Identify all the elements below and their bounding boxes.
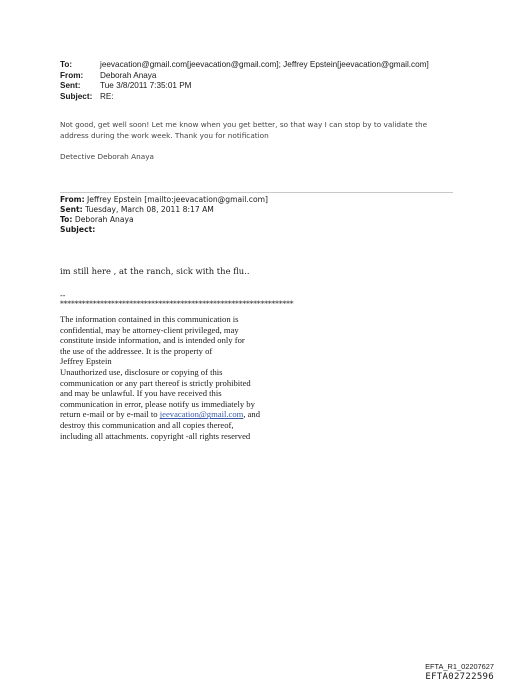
- to-value: jeevacation@gmail.com[jeevacation@gmail.com]; Jeffrey Epstein[jeevacation@gmail.com]: [100, 60, 429, 69]
- disclaimer-line: communication in error, please notify us immediately by: [60, 398, 255, 409]
- quoted-message: im still here , at the ranch, sick with the flu..: [60, 266, 250, 276]
- link-prefix: return e-mail or by e-mail to: [60, 409, 160, 420]
- email-link[interactable]: jeevacation@gmail.com: [159, 409, 244, 420]
- disclaimer-line: destroy this communication and all copies thereof,: [60, 419, 234, 430]
- quoted-subject-row: [60, 225, 268, 235]
- divider: [60, 192, 453, 193]
- sent-value: Tue 3/8/2011 7:35:01 PM: [100, 81, 192, 91]
- sent-label: Sent:: [60, 81, 81, 91]
- quoted-subject-label: Subject:: [60, 225, 96, 234]
- disclaimer-line: communication or any part thereof is strictly prohibited: [60, 377, 251, 388]
- from-row: [60, 71, 429, 82]
- signature: Detective Deborah Anaya: [60, 152, 154, 161]
- asterisk-rule: ****************************************************************: [60, 299, 294, 308]
- body-line: Not good, get well soon! Let me know when you get better, so that way I can stop by to validate the: [60, 120, 428, 129]
- signature-separator: --: [60, 291, 66, 300]
- subject-row: [60, 92, 429, 103]
- disclaimer-line: Jeffrey Epstein: [60, 356, 112, 367]
- to-label: To:: [60, 60, 73, 69]
- quoted-to-label: To:: [60, 215, 73, 224]
- disclaimer-line: The information contained in this communication is: [60, 314, 239, 324]
- subject-label: Subject:: [60, 91, 93, 101]
- quoted-from-row: [60, 195, 268, 205]
- quoted-sent-label: Sent:: [60, 205, 83, 214]
- to-row: [60, 60, 429, 71]
- disclaimer-line: the use of the addressee. It is the property of: [60, 345, 213, 356]
- quoted-sent-row: [60, 205, 268, 215]
- disclaimer-line: Unauthorized use, disclosure or copying of this: [60, 366, 223, 377]
- quoted-to-row: [60, 215, 268, 225]
- quoted-header: [60, 195, 268, 235]
- quoted-from-label: From:: [60, 195, 85, 204]
- disclaimer-line-with-link: [60, 409, 360, 420]
- from-label: From:: [60, 70, 84, 80]
- quoted-sent-value: Tuesday, March 08, 2011 8:17 AM: [85, 205, 214, 214]
- disclaimer: [60, 314, 360, 441]
- email-header: [60, 60, 429, 102]
- body-line: address during the work week. Thank you for notification: [60, 131, 269, 140]
- email-body: [60, 119, 450, 141]
- disclaimer-line: confidential, may be attorney-client privileged, may: [60, 324, 239, 335]
- quoted-to-value: Deborah Anaya: [74, 215, 134, 224]
- sent-row: [60, 81, 429, 92]
- bates-number-small: EFTA_R1_02207627: [425, 662, 494, 671]
- bates-number: EFTA02722596: [425, 672, 494, 682]
- from-value: Deborah Anaya: [100, 70, 157, 80]
- link-suffix: , and: [243, 409, 261, 420]
- subject-value: RE:: [100, 91, 114, 101]
- disclaimer-line: and may be unlawful. If you have received this: [60, 388, 222, 399]
- disclaimer-line: constitute inside information, and is intended only for: [60, 335, 245, 346]
- disclaimer-line: including all attachments. copyright -all rights reserved: [60, 430, 251, 441]
- quoted-from-value: Jeffrey Epstein [mailto:jeevacation@gmail.com]: [87, 195, 268, 204]
